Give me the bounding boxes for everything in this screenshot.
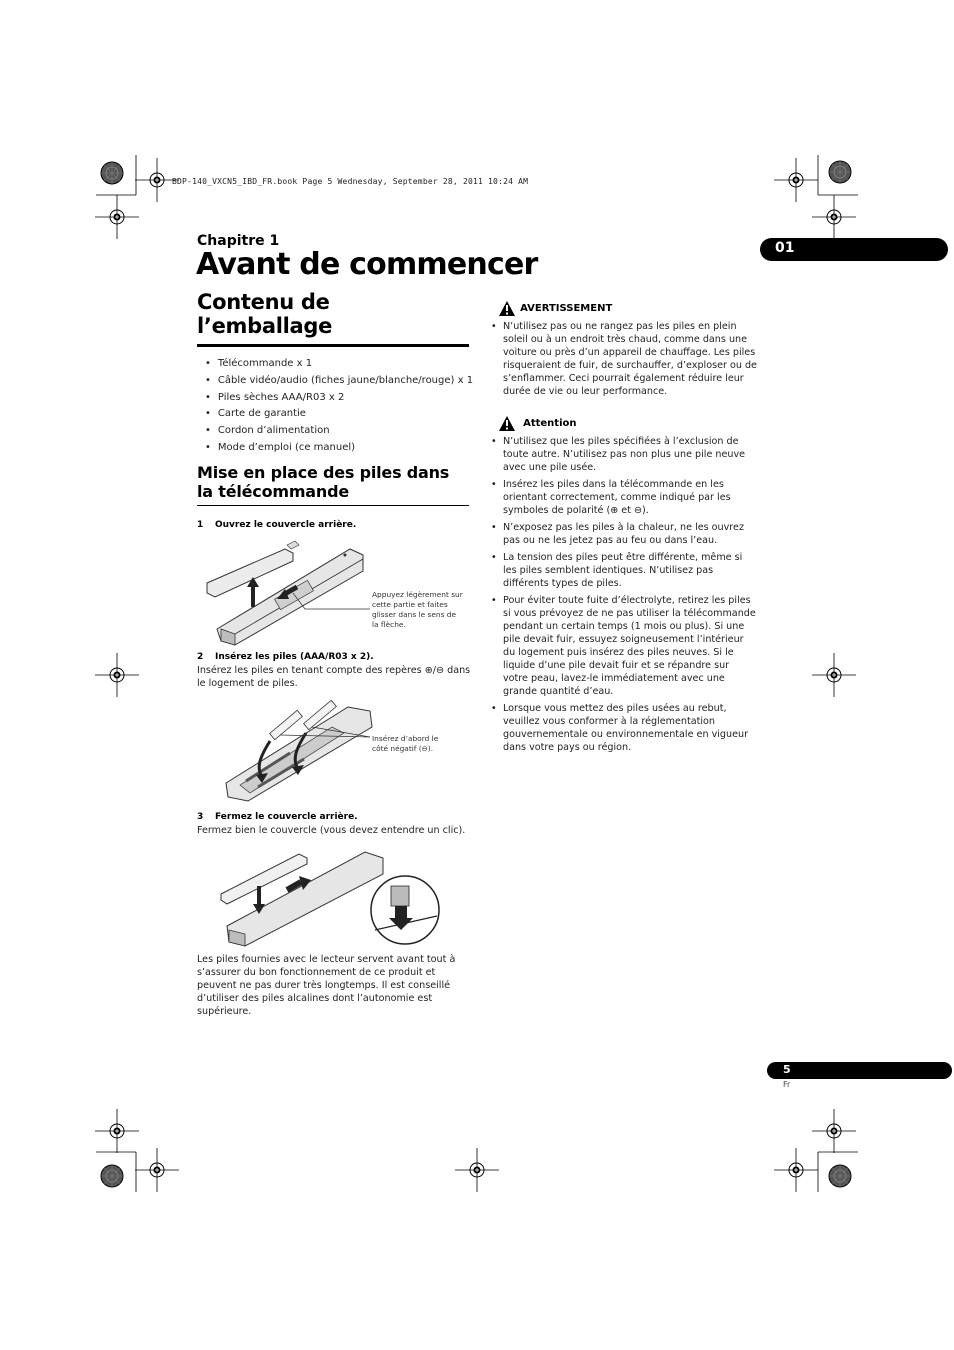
step-title: Ouvrez le couvercle arrière. xyxy=(215,520,357,530)
chapter-tab-number: 01 xyxy=(775,240,795,256)
list-item: • Pour éviter toute fuite d’électrolyte, retirez les piles si vous prévoyez de ne pas utiliser la télécommande pendant un certain temps (1 mois ou plus). Si une pile devait fuir, essuyez soigneusement l’intérieur du logement puis insérez des piles neuves. Si le liquide d’une pile devait fuir et se répandre sur votre peau, lavez-le immédiatement avec une grande quantité d’eau. xyxy=(491,594,757,698)
list-item: • N’utilisez pas ou ne rangez pas les piles en plein soleil ou à un endroit très chaud, comme dans une voiture ou près d’un appareil de chauffage. Les piles risqueraient de fuir, de surchauffer, d’exploser ou de s’enflammer. Ceci pourrait également réduire leur durée de vie ou leur performance. xyxy=(491,320,757,398)
step-number: 1 xyxy=(197,520,204,530)
warning-triangle-icon xyxy=(499,301,515,316)
print-header: BDP-140_VXCN5_IBD_FR.book Page 5 Wednesday, September 28, 2011 10:24 AM xyxy=(172,177,529,186)
caution-list xyxy=(491,435,757,758)
list-item: • Mode d’emploi (ce manuel) xyxy=(205,440,473,457)
step-3-heading xyxy=(197,812,358,822)
step-2-text-before: Insérez les piles en tenant compte des repères xyxy=(197,665,422,676)
list-item: • Lorsque vous mettez des piles usées au rebut, veuillez vous conformer à la réglementation gouvernementale ou environnementale en vigueur dans votre pays ou région. xyxy=(491,702,757,754)
polarity-minus-icon: ⊖ xyxy=(436,665,445,676)
insert-batteries-illustration xyxy=(220,697,380,805)
remote-open-cover-illustration xyxy=(205,537,370,649)
list-item: • N’utilisez que les piles spécifiées à l’exclusion de toute autre. N’utilisez pas non plus une pile neuve avec une pile usée. xyxy=(491,435,757,474)
step-title: Insérez les piles (AAA/R03 x 2). xyxy=(215,652,374,662)
close-cover-illustration xyxy=(215,846,443,950)
step-number: 3 xyxy=(197,812,204,822)
step-title: Fermez le couvercle arrière. xyxy=(215,812,358,822)
list-item: • N’exposez pas les piles à la chaleur, ne les ouvrez pas ou ne les jetez pas au feu ou dans l’eau. xyxy=(491,521,757,547)
chapter-title: Avant de commencer xyxy=(196,247,538,282)
chapter-label: Chapitre 1 xyxy=(197,233,280,249)
batteries-note: Les piles fournies avec le lecteur servent avant tout à s’assurer du bon fonctionnement de ce produit et peuvent ne pas durer très longtemps. Il est conseillé d’utiliser des piles alcalines dont l’autonomie est supérieure. xyxy=(197,954,456,1017)
chapter-tab xyxy=(760,238,948,261)
list-item: • La tension des piles peut être différente, même si les piles semblent identiques. N’utilisez pas différents types de piles. xyxy=(491,551,757,590)
page-number-badge xyxy=(767,1062,952,1079)
list-item: • Cordon d’alimentation xyxy=(205,423,473,440)
warning-title-row xyxy=(499,298,612,317)
step-1-callout: Appuyez légèrement sur cette partie et faites glisser dans le sens de la flèche. xyxy=(372,590,463,629)
list-item: • Piles sèches AAA/R03 x 2 xyxy=(205,390,473,407)
contents-heading: Contenu de l’emballage xyxy=(197,290,469,347)
list-item: • Insérez les piles dans la télécommande en les orientant correctement, comme indiqué par les symboles de polarité (⊕ et ⊖). xyxy=(491,478,757,517)
list-item: • Carte de garantie xyxy=(205,406,473,423)
page-number: 5 xyxy=(783,1063,791,1076)
step-2-heading xyxy=(197,652,374,662)
step-2-text: Insérez les piles en tenant compte des repères ⊕/⊖ dans le logement de piles. xyxy=(197,665,471,689)
caution-title: Attention xyxy=(523,418,577,429)
polarity-plus-icon: ⊕ xyxy=(424,665,433,676)
list-item: • Câble vidéo/audio (fiches jaune/blanche/rouge) x 1 xyxy=(205,373,473,390)
warning-list xyxy=(491,320,757,402)
step-2-callout: Insérez d’abord le côté négatif (⊖). xyxy=(372,734,439,753)
step-1-heading xyxy=(197,520,356,530)
step-3-text: Fermez bien le couvercle (vous devez entendre un clic). xyxy=(197,825,466,836)
caution-title-row xyxy=(499,413,577,432)
contents-list xyxy=(205,356,473,457)
language-code: Fr xyxy=(783,1080,791,1089)
list-item: • Télécommande x 1 xyxy=(205,356,473,373)
warning-triangle-icon xyxy=(499,416,515,431)
step-2-text-after: dans le logement de piles. xyxy=(197,665,471,689)
batteries-heading: Mise en place des piles dans la télécommande xyxy=(197,463,469,506)
warning-title: AVERTISSEMENT xyxy=(520,303,613,314)
step-number: 2 xyxy=(197,652,204,662)
